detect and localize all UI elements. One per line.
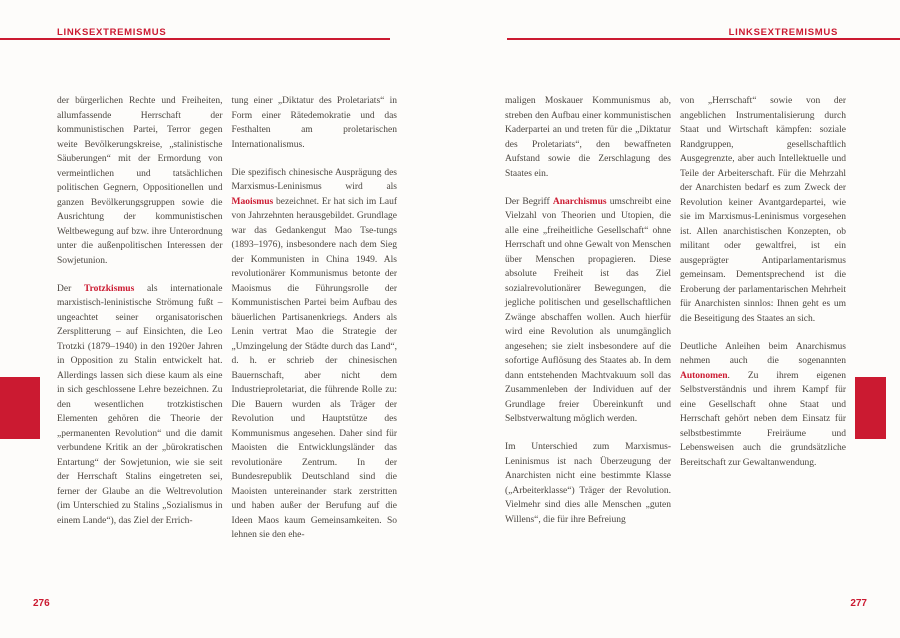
paragraph: [232, 94, 398, 152]
paragraph: [505, 195, 671, 427]
running-head-right: LINKSEXTREMISMUS: [728, 27, 838, 38]
body-text: als internationale marxistisch-leninistische Strömung fußt – ungeachtet seiner organisatorischen Zersplitterung – auf Einsichten, die Leo Trotzki (1879–1940) in den 1920er Jahren in Opposition zu Stalin entwickelt hat. Allerdings lassen sich diese kaum als eine in sich geschlossene Lehre bezeichnen. Zu den wesentlichen trotzkistischen Elementen gehören die Theorie der „permanenten Revolution“ und die damit verbundene Kritik an der „bürokratischen Entartung“ der Sowjetunion, wie sie seit der Herrschaft Stalins eingetreten sei, ferner der Glaube an die Weltrevolution (im Unterschied zu Stalins „Sozialismus in einem Lande“), das Ziel der Errich-: [57, 283, 223, 526]
body-text: Die spezifisch chinesische Ausprägung des Marxismus-Leninismus wird als: [231, 167, 397, 192]
text-column-1: [57, 94, 223, 556]
page-number-right: 277: [850, 598, 867, 609]
keyword-highlight: Maoismus: [231, 196, 274, 207]
body-text: tung einer „Diktatur des Proletariats“ in Form einer Rätedemokratie und das Festhalten am proletarischen Internationalismus.: [231, 96, 397, 150]
body-text: von „Herrschaft“ sowie von der angeblichen Instrumentalisierung durch Staat und Wirtschaft kämpfen: soziale Randgruppen, gesellschaftlich Ausgegrenzte, aber auch Intellektuelle und Teile der Arbeiterschaft. Für die Mehrzahl der Anarchisten bedarf es zum Zweck der Revolution keiner Avantgardepartei, wie sie im Marxismus-Leninismus vorgesehen ist. Allen anarchistischen Konzepten, ob militant oder gewaltfrei, ist ein ausgeprägter Antiparlamentarismus gemeinsam. Dementsprechend ist die Eroberung der parlamentarischen Mehrheit für Anarchisten sinnlos: Ihnen geht es um die Beseitigung des Staates an sich.: [680, 96, 846, 324]
keyword-highlight: Anarchismus: [552, 196, 607, 207]
paragraph: [57, 282, 223, 529]
margin-accent-block-right: [855, 377, 886, 439]
margin-accent-block-left: [0, 377, 40, 439]
text-column-3: [505, 94, 671, 541]
text-column-4: [680, 94, 846, 541]
body-text: Der Begriff: [505, 196, 553, 207]
keyword-highlight: Autonomen: [680, 370, 728, 381]
body-text: Im Unterschied zum Marxismus-Leninismus ist nach Überzeugung der Anarchisten nicht eine bestimmte Klasse („Arbeiterklasse“) Träger der Revolution. Vielmehr sind dies alle Menschen „guten Willens“, die für ihre Befreiung: [505, 442, 671, 525]
text-column-2: [232, 94, 398, 556]
body-text: Der: [57, 283, 84, 294]
body-text: maligen Moskauer Kommunismus ab, streben den Aufbau einer kommunistischen Kaderpartei an und treten für die „Diktatur des Proletariats“, den bewaffneten Aufstand sowie die Zerschlagung des Staates ein.: [505, 96, 671, 179]
paragraph: [680, 94, 846, 326]
running-head-left: LINKSEXTREMISMUS: [57, 27, 167, 38]
page-number-left: 276: [33, 598, 50, 609]
page-277-text: [505, 94, 847, 541]
page-276-text: [57, 94, 397, 556]
paragraph: [680, 340, 846, 471]
paragraph: [57, 94, 223, 268]
paragraph: [505, 440, 671, 527]
body-text: Deutliche Anleihen beim Anarchismus nehmen auch die sogenannten: [680, 341, 846, 366]
body-text: der bürgerlichen Rechte und Freiheiten, allumfassende Herrschaft der kommunistischen Partei, Terror gegen weite Bevölkerungskreise, „stalinistische Säuberungen“ mit der Ermordung von vermeintlichen und tatsächlichen politischen Gegnern, Oppositionellen und ganzen Bevölkerungsgruppen sowie die Ausrichtung der kommunistischen Weltbewegung auf bzw. ihre Unterordnung unter die außenpolitischen Interessen der Sowjetunion.: [57, 96, 223, 266]
body-text: . Zu ihrem eigenen Selbstverständnis und ihrem Kampf für eine Gesellschaft ohne Staat und Herrschaft gehört neben dem Einsatz für selbstbestimmte Freiräume und Lebensweisen auch die grundsätzliche Bereitschaft zur Gewaltanwendung.: [680, 370, 846, 468]
body-text: bezeichnet. Er hat sich im Lauf von Jahrzehnten herausgebildet. Grundlage war das Gedankengut Mao Tse-tungs (1893–1976), insbesondere nach dem Sieg der Kommunisten in China 1949. Als revolutionärer Kommunismus betonte der Maoismus die Führungsrolle der Kommunistischen Partei beim Aufbau des bäuerlichen Partisanenkriegs. Anders als Lenin vertrat Mao die Strategie der „Umzingelung der Städte durch das Land“, d. h. er schrieb der chinesischen Bauernschaft, aber nicht dem Industrieproletariat, die führende Rolle zu: Die Bauern wurden als Träger der Revolution und Hauptstütze des Kommunismus angesehen. Daher sind für Maoisten die Entwicklungsländer das revolutionäre Zentrum. In der Bundesrepublik Deutschland sind die Maoisten untereinander stark zerstritten und haben außer der Berufung auf die Ideen Maos kaum Gemeinsamkeiten. So lehnen sie den ehe-: [231, 196, 397, 540]
header-rule-left: [0, 38, 390, 40]
keyword-highlight: Trotzkismus: [83, 283, 135, 294]
paragraph: [232, 166, 398, 543]
header-rule-right: [507, 38, 900, 40]
body-text: umschreibt eine Vielzahl von Theorien und Utopien, die alle eine „freiheitliche Gesellschaft“ ohne Herrschaft und ohne Gewalt von Menschen über Menschen propagieren. Diese absolute Freiheit ist das Ziel sozialrevolutionärer Bewegungen, die jegliche politischen und gesellschaftlichen Zwänge abschaffen wollen. Auch hierfür wird eine Revolution als unumgänglich angesehen; sie zielt insbesondere auf die sofortige Auflösung des Staates ab. In dem dann entstehenden Machtvakuum soll das Zusammenleben der Individuen auf der Grundlage freier Übereinkunft und Selbstverwaltung möglich werden.: [505, 196, 671, 424]
paragraph: [505, 94, 671, 181]
